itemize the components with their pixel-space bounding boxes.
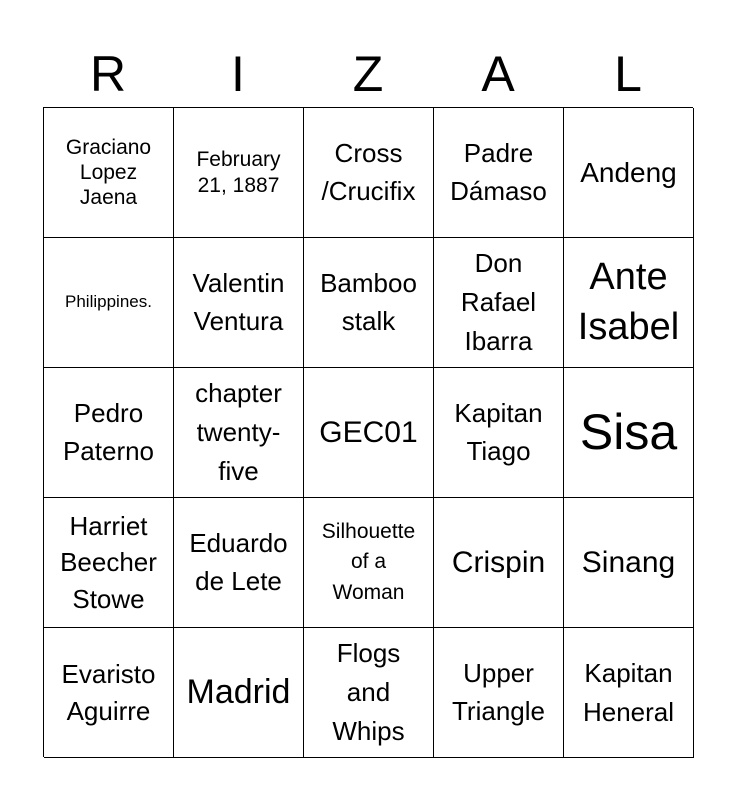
bingo-cell[interactable]: [44, 238, 174, 368]
bingo-cell[interactable]: [174, 368, 304, 498]
cell-text: Graciano Lopez Jaena: [65, 135, 152, 210]
bingo-cell[interactable]: [434, 368, 564, 498]
cell-text: Ante Isabel: [577, 256, 680, 348]
cell-text: Pedro Paterno: [62, 397, 155, 466]
bingo-cell[interactable]: [174, 108, 304, 238]
cell-text: Cross /Crucifix: [321, 137, 416, 206]
bingo-cell[interactable]: [564, 628, 694, 758]
cell-text: Kapitan Tiago: [454, 397, 543, 466]
bingo-cell[interactable]: [44, 498, 174, 628]
bingo-cell[interactable]: [304, 368, 434, 498]
bingo-cell[interactable]: [564, 368, 694, 498]
cell-text: Valentin Ventura: [192, 267, 285, 336]
cell-text: Bamboo stalk: [320, 267, 417, 336]
bingo-cell[interactable]: [174, 238, 304, 368]
bingo-cell[interactable]: [304, 238, 434, 368]
bingo-cell[interactable]: [174, 628, 304, 758]
cell-text: Padre Dámaso: [450, 137, 547, 206]
bingo-cell[interactable]: [564, 498, 694, 628]
bingo-header: [43, 40, 693, 108]
header-letter-l: L: [614, 46, 642, 102]
bingo-cell[interactable]: [434, 238, 564, 368]
bingo-cell[interactable]: [44, 368, 174, 498]
cell-text: Harriet Beecher Stowe: [60, 510, 157, 614]
cell-text: Crispin: [451, 545, 546, 579]
bingo-board: [43, 107, 693, 757]
cell-text: Philippines.: [65, 292, 152, 312]
cell-text: Kapitan Heneral: [582, 657, 675, 727]
bingo-cell[interactable]: [564, 108, 694, 238]
bingo-cell[interactable]: [44, 108, 174, 238]
bingo-cell[interactable]: [44, 628, 174, 758]
cell-text: Madrid: [186, 672, 291, 711]
bingo-cell[interactable]: [434, 108, 564, 238]
cell-text: Sinang: [581, 545, 676, 579]
cell-text: February 21, 1887: [196, 148, 281, 197]
cell-text: Eduardo de Lete: [189, 527, 288, 596]
cell-text: chapter twenty- five: [195, 378, 282, 486]
bingo-cell[interactable]: [304, 108, 434, 238]
header-letter-i: I: [231, 46, 245, 102]
cell-text: GEC01: [319, 415, 418, 449]
cell-text: Silhouette of a Woman: [321, 519, 416, 604]
cell-text: Sisa: [579, 404, 678, 460]
bingo-cell[interactable]: [434, 498, 564, 628]
header-letter-z: Z: [352, 46, 384, 102]
bingo-cell[interactable]: [564, 238, 694, 368]
cell-text: Flogs and Whips: [332, 638, 405, 746]
cell-text: Evaristo Aguirre: [61, 659, 156, 726]
cell-text: Don Rafael Ibarra: [460, 248, 537, 356]
bingo-cell[interactable]: [174, 498, 304, 628]
header-letter-a: A: [481, 46, 515, 102]
cell-text: Andeng: [580, 157, 677, 188]
header-letter-r: R: [89, 46, 127, 102]
cell-text: Upper Triangle: [452, 657, 545, 726]
bingo-cell[interactable]: [304, 628, 434, 758]
bingo-cell[interactable]: [434, 628, 564, 758]
bingo-cell[interactable]: [304, 498, 434, 628]
